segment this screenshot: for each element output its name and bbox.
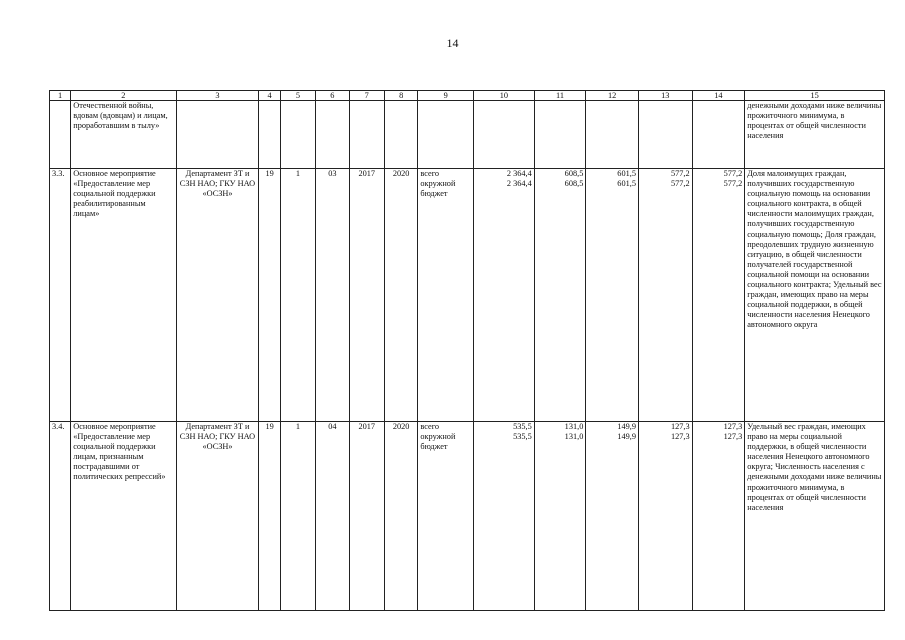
executor: Департамент ЗТ и СЗН НАО; ГКУ НАО «ОСЗН» <box>176 169 259 422</box>
code-gp: 19 <box>259 422 280 611</box>
col-header: 4 <box>259 91 280 101</box>
col-header: 9 <box>418 91 474 101</box>
measure-name: Основное мероприятие «Предоставление мер социальной поддержки реабилитированным лицам» <box>71 169 176 422</box>
code-pp: 1 <box>280 422 315 611</box>
col-header: 5 <box>280 91 315 101</box>
start-year: 2017 <box>349 422 384 611</box>
header-row <box>50 91 885 101</box>
amount-2019 <box>638 422 692 611</box>
end-year: 2020 <box>384 169 417 422</box>
table-row <box>50 101 885 169</box>
amount-value: 127,3 <box>723 422 743 431</box>
start-year <box>349 101 384 169</box>
amount-value: 149,9 <box>617 422 636 431</box>
funding-total-label: всего <box>420 422 440 431</box>
amount-total <box>474 101 535 169</box>
end-year: 2020 <box>384 422 417 611</box>
code-gp: 19 <box>259 169 280 422</box>
amount-2017 <box>534 101 586 169</box>
row-number: 3.3. <box>50 169 71 422</box>
amount-2019 <box>638 169 692 422</box>
amount-value: 2 364,4 <box>506 169 532 178</box>
table-row <box>50 169 885 422</box>
code-om: 03 <box>316 169 349 422</box>
amount-value: 608,5 <box>564 179 584 189</box>
measure-name: Отечественной войны, вдовам (вдовцам) и лицам, проработавшим в тылу» <box>71 101 176 169</box>
row-number <box>50 101 71 169</box>
funding-total-label: всего <box>420 169 440 178</box>
amount-value: 577,2 <box>723 179 743 189</box>
amount-value: 535,5 <box>513 432 532 442</box>
funding-source <box>418 101 474 169</box>
amount-value: 131,0 <box>564 432 584 442</box>
amount-2020 <box>692 101 745 169</box>
funding-budget-label: окружной бюджет <box>420 179 456 199</box>
col-header: 8 <box>384 91 417 101</box>
code-pp: 1 <box>280 169 315 422</box>
indicator-text: денежными доходами ниже величины прожиточного минимума, в процентах от общей численности населения <box>745 101 885 169</box>
funding-source <box>418 422 474 611</box>
col-header: 15 <box>745 91 885 101</box>
amount-value: 577,2 <box>670 169 690 178</box>
amount-2017 <box>534 422 586 611</box>
amount-value: 535,5 <box>513 422 532 431</box>
amount-2020 <box>692 422 745 611</box>
funding-source <box>418 169 474 422</box>
amount-2018 <box>586 101 639 169</box>
col-header: 12 <box>586 91 639 101</box>
amount-value: 149,9 <box>617 432 636 442</box>
col-header: 6 <box>316 91 349 101</box>
executor: Департамент ЗТ и СЗН НАО; ГКУ НАО «ОСЗН» <box>176 422 259 611</box>
col-header: 7 <box>349 91 384 101</box>
amount-value: 127,3 <box>670 432 690 442</box>
amount-total <box>474 422 535 611</box>
funding-budget-label: окружной бюджет <box>420 432 456 452</box>
amount-value: 601,5 <box>617 179 636 189</box>
page-number: 14 <box>446 36 459 50</box>
col-header: 10 <box>474 91 535 101</box>
amount-value: 131,0 <box>564 422 584 431</box>
amount-value: 127,3 <box>723 432 743 442</box>
col-header: 2 <box>71 91 176 101</box>
table-row <box>50 422 885 611</box>
row-number: 3.4. <box>50 422 71 611</box>
amount-2018 <box>586 422 639 611</box>
amount-total <box>474 169 535 422</box>
col-header: 11 <box>534 91 586 101</box>
col-header: 3 <box>176 91 259 101</box>
code-pp <box>280 101 315 169</box>
amount-2018 <box>586 169 639 422</box>
start-year: 2017 <box>349 169 384 422</box>
amount-2020 <box>692 169 745 422</box>
code-gp <box>259 101 280 169</box>
col-header: 14 <box>692 91 745 101</box>
program-table <box>49 90 885 611</box>
end-year <box>384 101 417 169</box>
amount-2017 <box>534 169 586 422</box>
measure-name: Основное мероприятие «Предоставление мер социальной поддержки лицам, признанным пострадавшими от политических репрессий» <box>71 422 176 611</box>
indicator-text: Доля малоимущих граждан, получивших государственную социальную помощь на основании социального контракта, в общей численности малоимущих граждан, получивших государственную социальную помощь; Доля граждан, преодолевших трудную жизненную ситуацию, в общей численности получателей государственной социальной помощи на основании социального контракта; Удельный вес граждан, имеющих право на меры социальной поддержки, в общей численности населения Ненецкого автономного округа <box>745 169 885 422</box>
amount-value: 577,2 <box>670 179 690 189</box>
code-om: 04 <box>316 422 349 611</box>
amount-value: 608,5 <box>564 169 584 178</box>
amount-2019 <box>638 101 692 169</box>
code-om <box>316 101 349 169</box>
amount-value: 127,3 <box>670 422 690 431</box>
amount-value: 577,2 <box>723 169 743 178</box>
indicator-text: Удельный вес граждан, имеющих право на меры социальной поддержки, в общей численности населения Ненецкого автономного округа; Численность населения с денежными доходами ниже величины прожиточного минимума, в процентах от общей численности населения <box>745 422 885 611</box>
amount-value: 2 364,4 <box>506 179 532 189</box>
amount-value: 601,5 <box>617 169 636 178</box>
col-header: 1 <box>50 91 71 101</box>
executor <box>176 101 259 169</box>
col-header: 13 <box>638 91 692 101</box>
